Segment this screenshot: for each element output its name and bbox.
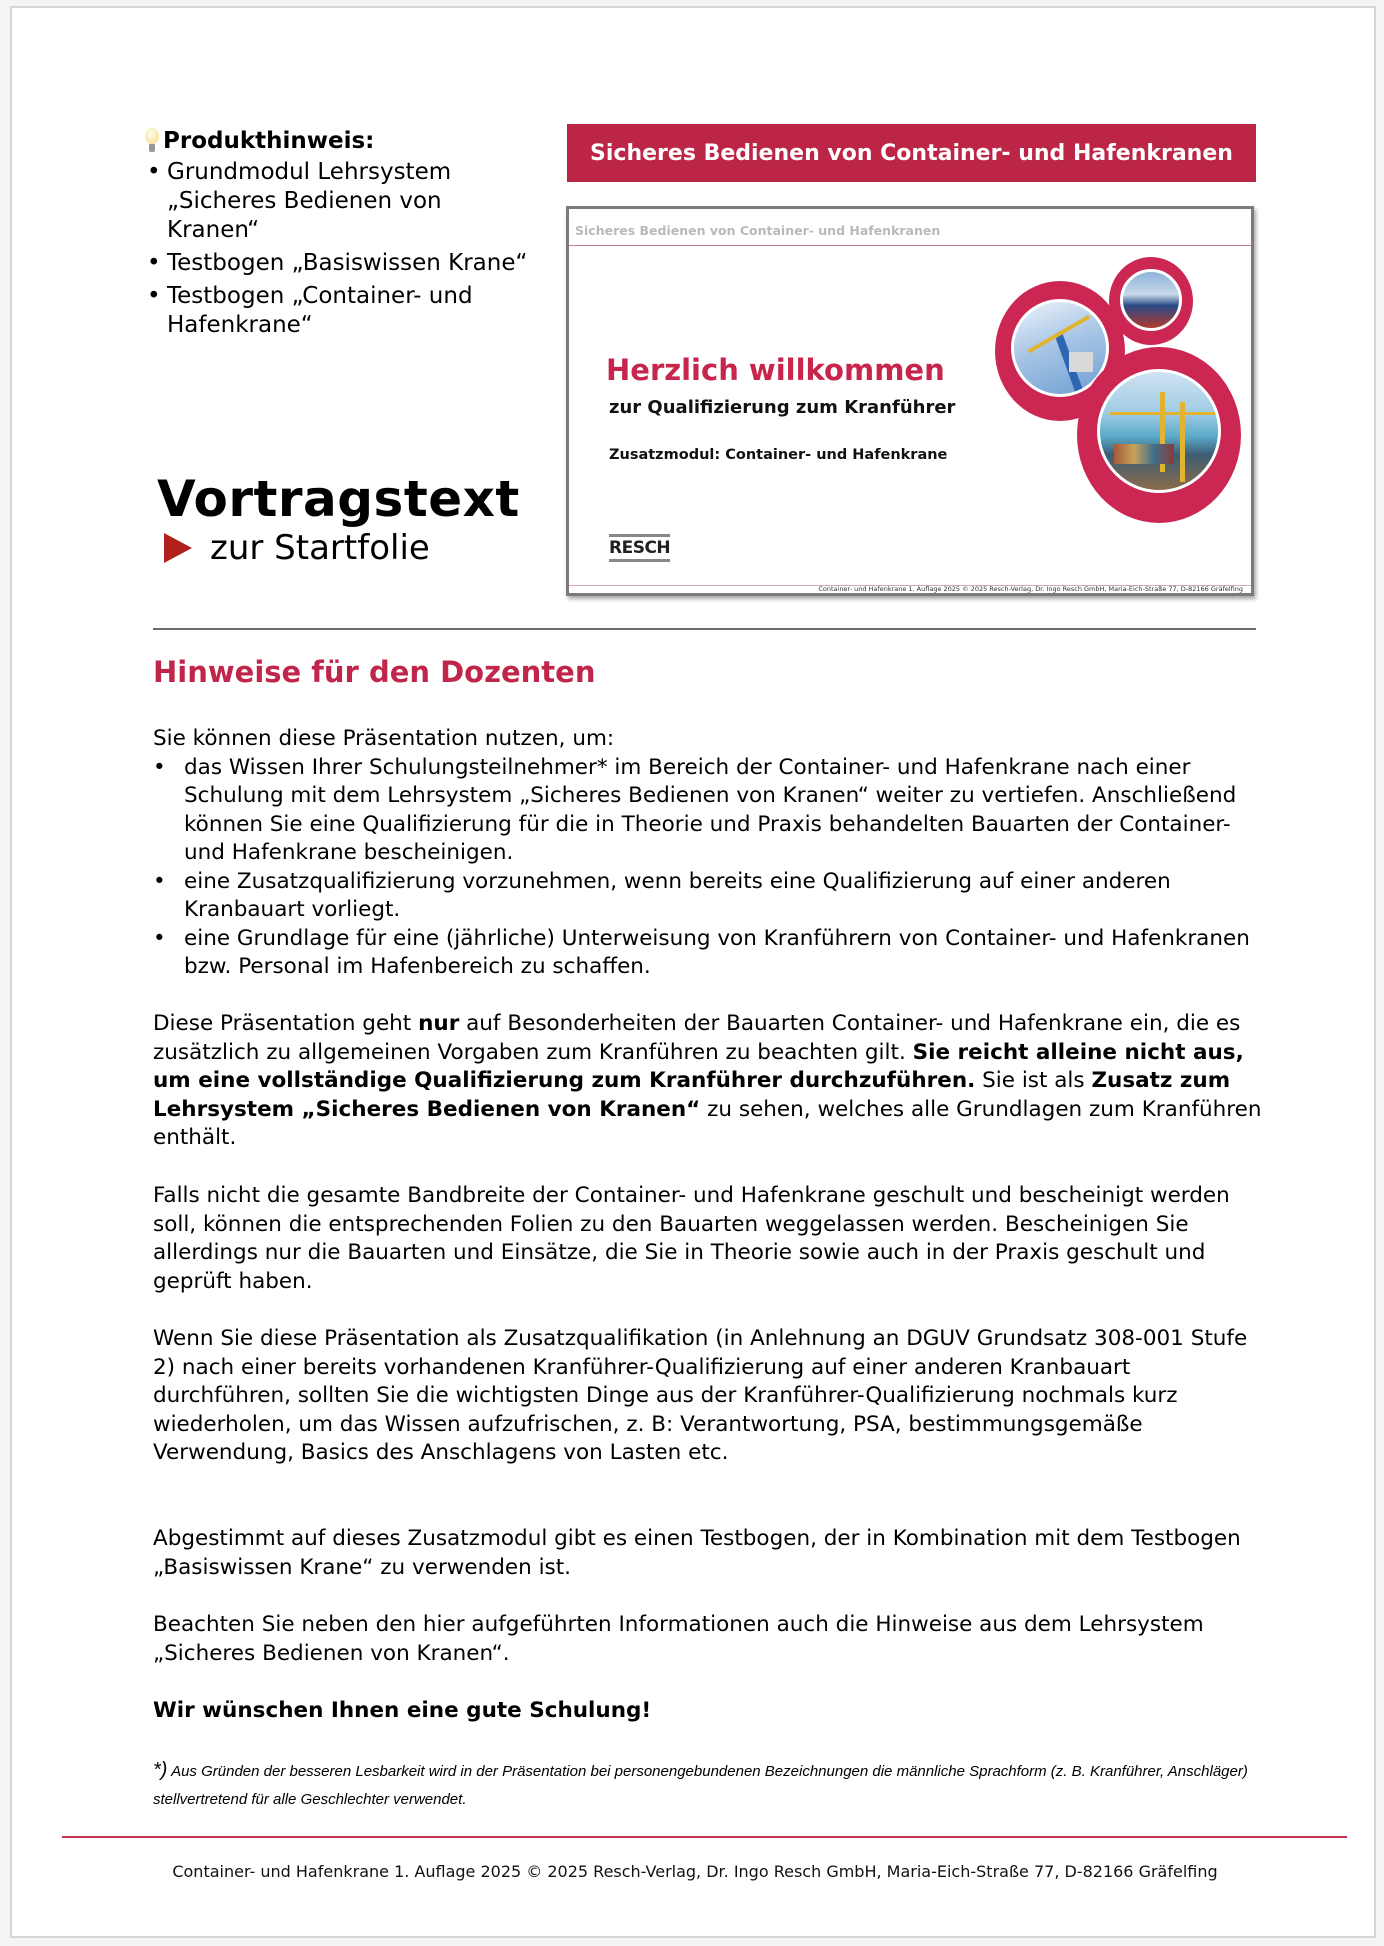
product-note	[145, 128, 535, 344]
section-divider	[153, 628, 1256, 630]
usage-item: • das Wissen Ihrer Schulungsteilnehmer* im Bereich der Container- und Hafenkrane nach einer Schulung mit dem Lehrsystem „Sicheres Bedienen von Kranen“ weiter zu vertiefen. Anschließend können Sie eine Qualifizierung für die in Theorie und Praxis behandelten Bauarten der Container- und Hafenkrane bescheinigen.	[153, 754, 1268, 868]
lecture-title: Vortragstext	[157, 470, 520, 528]
start-slide-label: zur Startfolie	[210, 528, 430, 568]
slide-welcome-title: Herzlich willkommen	[606, 353, 945, 387]
slide-subtitle: zur Qualifizierung zum Kranführer	[609, 397, 956, 418]
slide-thumbnail	[566, 206, 1254, 596]
notes-usage-block	[153, 725, 1268, 982]
closing-line: Wir wünschen Ihnen eine gute Schulung!	[153, 1698, 652, 1723]
lightbulb-icon	[145, 128, 159, 154]
emphasis: Zusatz zum Lehrsystem „Sicheres Bedienen von Kranen“	[153, 1068, 1231, 1122]
emphasis: nur	[418, 1011, 460, 1036]
usage-item: • eine Grundlage für eine (jährliche) Unterweisung von Kranführern von Container- und Hafenkranen bzw. Personal im Hafenbereich zu schaffen.	[153, 925, 1268, 982]
notes-paragraph-selection: Falls nicht die gesamte Bandbreite der Container- und Hafenkrane geschult und bescheinigt werden soll, können die entsprechenden Folien zu den Bauarten weggelassen werden. Bescheinigen Sie allerdings nur die Bauarten und Einsätze, die Sie in Theorie sowie auch in der Praxis geschult und geprüft haben.	[153, 1183, 1230, 1294]
notes-paragraph-hints: Beachten Sie neben den hier aufgeführten Informationen auch die Hinweise aus dem Lehrsystem „Sicheres Bedienen von Kranen“.	[153, 1612, 1204, 1666]
notes-paragraph-additional: Wenn Sie diese Präsentation als Zusatzqualifikation (in Anlehnung an DGUV Grundsatz 308-001 Stufe 2) nach einer bereits vorhandenen Kranführer-Qualifizierung auf einer anderen Kranbauart durchführen, sollten Sie die wichtigsten Dinge aus der Kranführer-Qualifizierung nochmals kurz wiederholen, um das Wissen aufzufrischen, z. B: Verantwortung, PSA, bestimmungsgemäße Verwendung, Basics des Anschlagens von Lasten etc.	[153, 1326, 1248, 1465]
slide-header-divider	[569, 245, 1251, 246]
terminal-photo	[1120, 269, 1182, 331]
port-photo	[1097, 369, 1221, 493]
footer-divider	[62, 1836, 1347, 1838]
product-item: • Grundmodul Lehrsystem „Sicheres Bedienen von Kranen“	[145, 158, 535, 245]
footnote-text: Aus Gründen der besseren Lesbarkeit wird in der Präsentation bei personengebundenen Bezeichnungen die männliche Sprachform (z. B. Kranführer, Anschläger) stellvertretend für alle Geschlechter verwendet.	[153, 1763, 1248, 1808]
notes-paragraph-scope: Diese Präsentation geht nur auf Besonderheiten der Bauarten Container- und Hafenkrane ein, die es zusätzlich zu allgemeinen Vorgaben zum Kranführen zu beachten gilt. Sie reicht alleine nicht aus, um eine vollständige Qualifizierung zum Kranführer durchzuführen. Sie ist als Zusatz zum Lehrsystem „Sicheres Bedienen von Kranen“ zu sehen, welches alle Grundlagen zum Kranführen enthält.	[153, 1011, 1262, 1150]
product-note-title: Produkthinweis:	[145, 128, 535, 154]
document-page	[10, 6, 1376, 1938]
notes-paragraph-test: Abgestimmt auf dieses Zusatzmodul gibt es einen Testbogen, der in Kombination mit dem Testbogen „Basiswissen Krane“ zu verwenden ist.	[153, 1526, 1241, 1580]
start-slide-link	[164, 528, 430, 568]
notes-intro: Sie können diese Präsentation nutzen, um:	[153, 726, 615, 751]
footnote-mark: *)	[153, 1759, 168, 1781]
resch-logo: RESCH	[609, 534, 670, 562]
slide-header: Sicheres Bedienen von Container- und Hafenkranen	[575, 223, 941, 238]
usage-item: • eine Zusatzqualifizierung vorzunehmen, wenn bereits eine Qualifizierung auf einer anderen Kranbauart vorliegt.	[153, 868, 1268, 925]
footnote	[153, 1756, 1268, 1814]
notes-heading: Hinweise für den Dozenten	[153, 655, 596, 689]
slide-module: Zusatzmodul: Container- und Hafenkrane	[609, 447, 948, 463]
usage-list	[153, 754, 1268, 982]
page-footer: Container- und Hafenkrane 1. Auflage 2025 © 2025 Resch-Verlag, Dr. Ingo Resch GmbH, Maria-Eich-Straße 77, D-82166 Gräfelfing	[172, 1862, 1218, 1881]
photo-circle-container-ship	[1077, 347, 1241, 523]
product-item: • Testbogen „Basiswissen Krane“	[145, 249, 535, 278]
product-list	[145, 158, 535, 340]
emphasis: Sie reicht alleine nicht aus, um eine vollständige Qualifizierung zum Kranführer durchzuführen.	[153, 1039, 1244, 1093]
play-arrow-icon	[164, 533, 192, 563]
product-item: • Testbogen „Container- und Hafenkrane“	[145, 282, 535, 340]
slide-footer: Container- und Hafenkrane 1. Auflage 2025 © 2025 Resch-Verlag, Dr. Ingo Resch GmbH, Maria-Eich-Straße 77, D-82166 Gräfelfing	[818, 585, 1243, 593]
photo-circle-straddle-carrier	[1109, 257, 1193, 345]
course-banner: Sicheres Bedienen von Container- und Hafenkranen	[567, 124, 1256, 182]
